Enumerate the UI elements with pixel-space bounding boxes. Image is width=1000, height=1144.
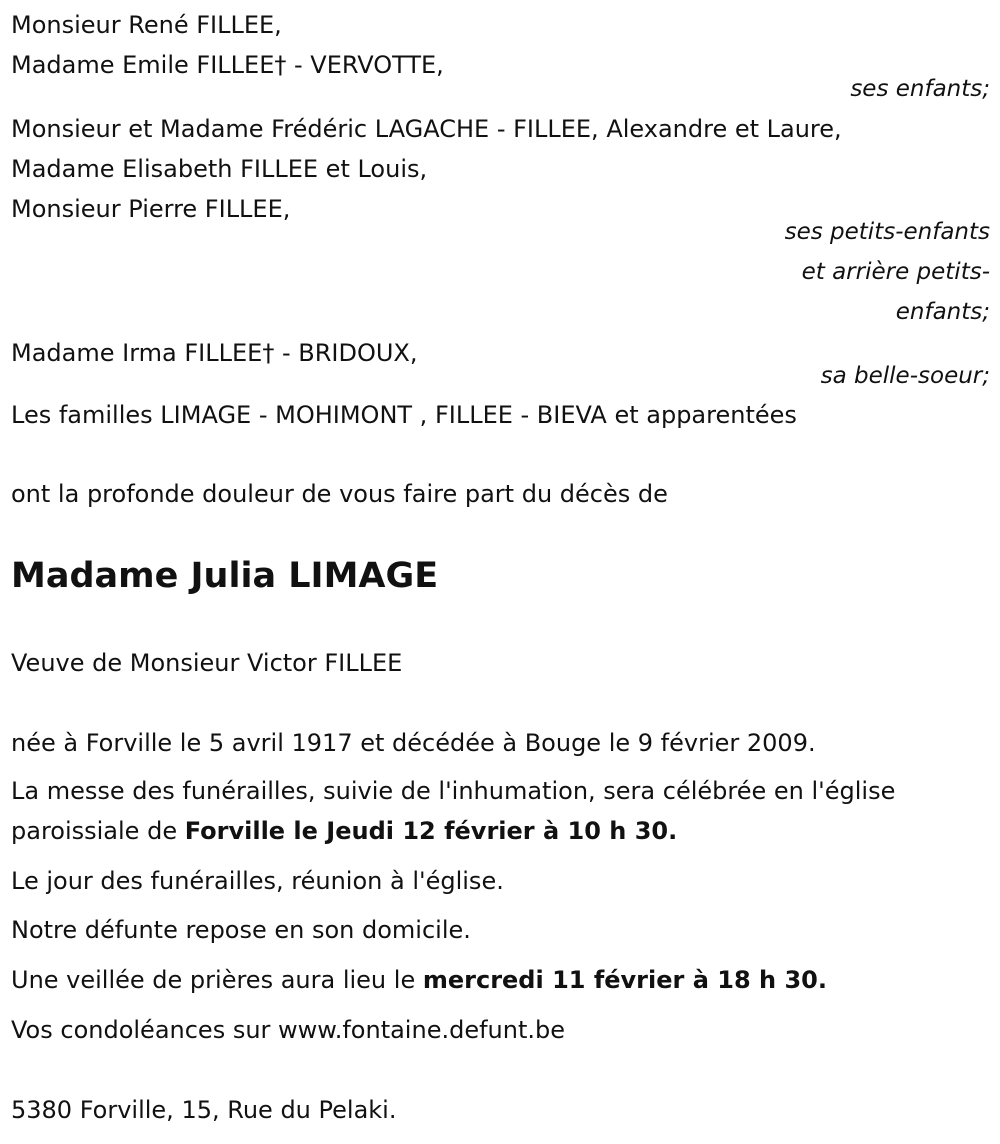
child-name-1: Monsieur René FILLEE,: [11, 11, 282, 39]
grandchildren-role-line-1: ses petits-enfants: [784, 219, 990, 245]
widow-of-line: Veuve de Monsieur Victor FILLEE: [11, 649, 403, 677]
sister-in-law-role: sa belle-soeur;: [820, 363, 990, 389]
rest-line: Notre défunte repose en son domicile.: [11, 916, 471, 944]
grandchildren-role-line-3: enfants;: [895, 299, 990, 325]
sister-in-law-name: [11, 337, 417, 369]
mass-line-1: La messe des funérailles, suivie de l'inhumation, sera célébrée en l'église: [11, 777, 896, 805]
vigil-date-time: mercredi 11 février à 18 h 30.: [422, 966, 827, 994]
child-name-2-text: Madame Emile FILLEE: [11, 51, 275, 79]
vigil-line: [11, 964, 827, 996]
birth-death-line: née à Forville le 5 avril 1917 et décédée à Bouge le 9 février 2009.: [11, 729, 816, 757]
child-name-2: [11, 49, 444, 81]
child-name-2-suffix: - VERVOTTE,: [286, 51, 444, 79]
grandchildren-role-line-2: et arrière petits-: [801, 259, 990, 285]
mass-line-2: [11, 815, 677, 847]
grandchild-name-1: Monsieur et Madame Frédéric LAGACHE - FILLEE, Alexandre et Laure,: [11, 115, 842, 143]
vigil-prefix: Une veillée de prières aura lieu le: [11, 966, 423, 994]
announcement-line: ont la profonde douleur de vous faire part du décès de: [11, 480, 668, 508]
deceased-name: Madame Julia LIMAGE: [11, 556, 439, 596]
grandchild-name-3: Monsieur Pierre FILLEE,: [11, 195, 291, 223]
families-line: Les familles LIMAGE - MOHIMONT , FILLEE - BIEVA et apparentées: [11, 401, 797, 429]
mass-line-2-prefix: paroissiale de: [11, 817, 185, 845]
children-role: ses enfants;: [850, 76, 990, 102]
address-line: 5380 Forville, 15, Rue du Pelaki.: [11, 1096, 397, 1124]
mass-date-time: Forville le Jeudi 12 février à 10 h 30.: [184, 817, 678, 845]
meeting-line: Le jour des funérailles, réunion à l'église.: [11, 867, 504, 895]
grandchild-name-2: Madame Elisabeth FILLEE et Louis,: [11, 155, 428, 183]
sister-in-law-suffix: - BRIDOUX,: [274, 339, 418, 367]
cross-icon: †: [262, 339, 275, 367]
sister-in-law-text: Madame Irma FILLEE: [11, 339, 263, 367]
condolences-line: Vos condoléances sur www.fontaine.defunt.be: [11, 1016, 565, 1044]
cross-icon: †: [274, 51, 287, 79]
